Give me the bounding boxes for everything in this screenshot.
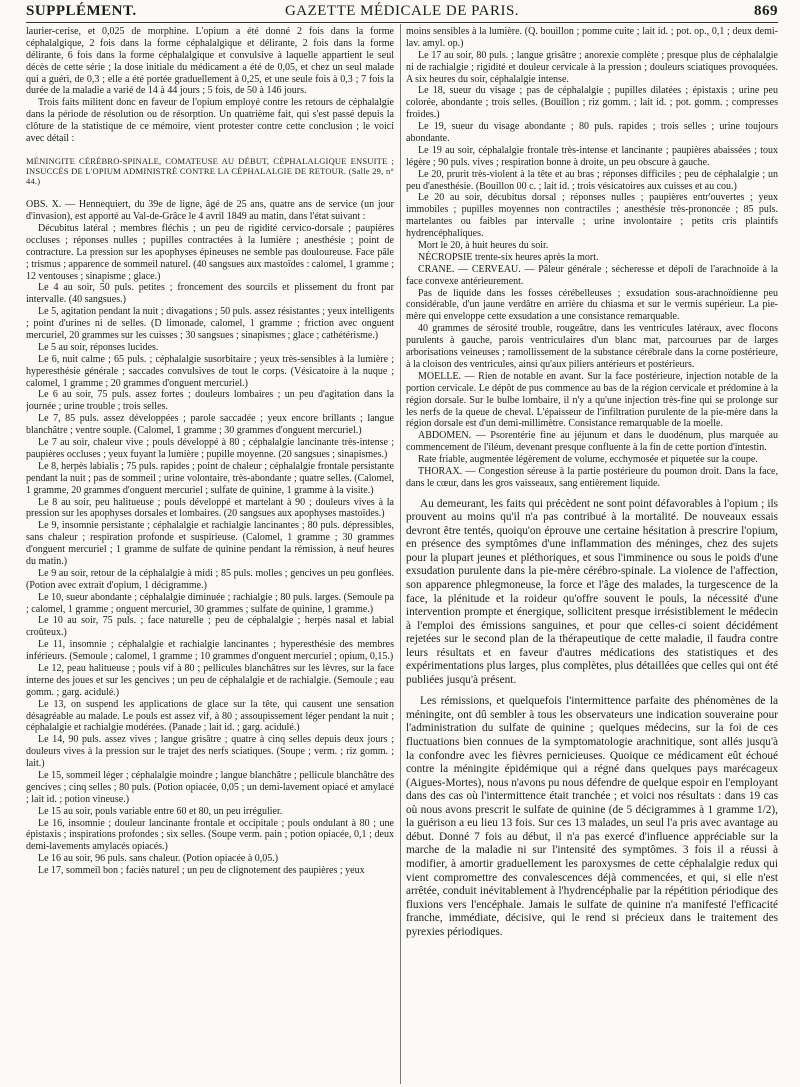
- left-column-paragraph: Le 5 au soir, réponses lucides.: [38, 341, 159, 353]
- header-journal-title: GAZETTE MÉDICALE DE PARIS.: [284, 3, 520, 19]
- header-page-number: 869: [754, 3, 778, 19]
- left-column-paragraph: Le 4 au soir, 50 puls. petites ; froncement des sourcils et plissement du front par intervalle. (40 sangsues.): [26, 282, 394, 306]
- left-column-paragraph: Le 5, agitation pendant la nuit ; divagations ; 50 puls. assez résistantes ; yeux intelligents ; point d'urines ni de selles. (D limonade, calomel, 1 gramme ; friction avec onguent mercuriel, 20 grammes sur les cuisses ; 30 sangsues ; sinapismes ; glace ; cathétérisme.): [26, 306, 394, 342]
- right-column-paragraph: Pas de liquide dans les fosses cérébelleuses ; exsudation sous-arachnoïdienne peu considérable, d'un jaune verdâtre en arrière du chiasma et sur le vermis supérieur. La pie-mère qui enveloppe cette exsudation a une consistance remarquable.: [406, 287, 778, 323]
- left-column-paragraph: Le 16 au soir, 96 puls. sans chaleur. (Potion opiacée à 0,05.): [38, 853, 279, 865]
- left-column-paragraph: Le 9 au soir, retour de la céphalalgie à midi ; 85 puls. molles ; gencives un peu gonflées. (Potion avec extrait d'opium, 1 décigramme.): [26, 567, 394, 591]
- right-column-paragraph: CRANE. — CERVEAU. — Pâleur générale ; sécheresse et dépoli de l'arachnoïde à la face convexe antérieurement.: [406, 263, 778, 287]
- left-column-paragraph: Le 12, peau halitueuse ; pouls vif à 80 ; pellicules blanchâtres sur les lèvres, sur la face interne des joues et sur les gencives ; un peu de céphalalgie et de rachialgie. (Semoule ; eau gomm. ; garg. acidulé.): [26, 662, 394, 698]
- left-column-paragraph: Le 13, on suspend les applications de glace sur la tête, qui causent une sensation désagréable au malade. Le pouls est assez vif, à 80 ; assoupissement léger pendant la nuit ; céphalalgie et rachialgie modérées. (Panade ; lait id. ; garg. acidulé.): [26, 698, 394, 734]
- left-column-paragraph: laurier-cerise, et 0,025 de morphine. L'opium a été donné 2 fois dans la forme céphalalgique, 2 fois dans la forme céphalalgique et délirante, 2 fois dans la forme délirante, 6 fois dans la forme céphalalgique et convulsive à laquelle appartient le seul décès de cette série ; la dose initiale du médicament a été de 0,05, et chez un seul malade qui a guéri, de 0,3 ; elle a été portée graduellement à 0,25, et une seule fois à 0,3 ; 7 fois la durée de la maladie a varié de 14 à 44 jours ; 5 fois, de 50 à 146 jours.: [26, 26, 394, 97]
- page-header: [26, 0, 778, 23]
- left-column-paragraph: Le 8 au soir, peu halitueuse ; pouls développé et martelant à 90 ; douleurs vives à la pression sur les apophyses dorsales et lombaires. (20 sangsues aux apophyses mastoïdes.): [26, 496, 394, 520]
- left-column-paragraph: Le 9, insomnie persistante ; céphalalgie et rachialgie lancinantes ; 80 puls. dépressibles, sans chaleur ; respiration profonde et suspirieuse. (Calomel, 1 gramme ; 30 grammes d'onguent mercuriel ; 1 gramme de sulfate de quinine pendant la rémission, à neuf heures du matin.): [26, 520, 394, 567]
- right-column-paragraph: THORAX. — Congestion séreuse à la partie postérieure du poumon droit. Dans la face, dans le cœur, dans les gros vaisseaux, sang entièrement liquide.: [406, 465, 778, 489]
- right-column-paragraph: 40 grammes de sérosité trouble, rougeâtre, dans les ventricules latéraux, avec flocons purulents à gauche, parois ventriculaires d'un blanc mat, parcourues par de larges arborisations veineuses ; ramollissement de la substance cérébrale dans la corne postérieure, à la cloison des ventricules, ainsi qu'aux piliers antérieurs et postérieurs.: [406, 323, 778, 370]
- right-column-paragraph: Le 17 au soir, 80 puls. ; langue grisâtre ; anorexie complète ; presque plus de céphalalgie ni de rachialgie ; rigidité et douleur cervicale à la pression ; douleurs sciatiques provoquées. A six heures du soir, céphalalgie intense.: [406, 49, 778, 85]
- left-column-paragraph: Le 8, herpès labialis ; 75 puls. rapides ; point de chaleur ; céphalalgie frontale persistante pendant la nuit ; pas de sommeil ; urine volontaire, très-abondante ; quatre selles. (Calomel, 1 gramme, 20 grammes d'onguent mercuriel ; sulfate de quinine, 1 gramme à la visite.): [26, 460, 394, 496]
- right-column-paragraph: Le 19, sueur du visage abondante ; 80 puls. rapides ; trois selles ; urine toujours abondante.: [406, 121, 778, 145]
- right-column: [406, 26, 778, 1084]
- right-column-paragraph: ABDOMEN. — Psorentérie fine au jéjunum et dans le duodénum, plus marquée au commencement de l'iléum, devenant presque confluente à la fin de cette portion d'intestin.: [406, 430, 778, 454]
- left-column-paragraph: MÉNINGITE CÉRÉBRO-SPINALE, COMATEUSE AU DÉBUT, CÉPHALALGIQUE ENSUITE ; INSUCCÈS DE L'OPIUM ADMINISTRÉ CONTRE LA CÉPHALALGIE DE RETOUR. (Salle 29, n° 44.): [26, 155, 394, 187]
- left-column-paragraph: Trois faits militent donc en faveur de l'opium employé contre les retours de céphalalgie dans la période de résolution ou de résorption. Un quatrième fait, qui s'est passé depuis la clôture de la statistique de ce mémoire, vient protester contre cette conclusion ; le voici avec détail :: [26, 97, 394, 145]
- left-column-paragraph: Le 6, nuit calme ; 65 puls. ; céphalalgie susorbitaire ; yeux très-sensibles à la lumière ; hyperesthésie générale ; saccades convulsives de tout le corps. (Vésicatoire à la nuque ; calomel, 1 gramme ; 20 grammes d'onguent mercuriel.): [26, 353, 394, 389]
- left-column-paragraph: Le 17, sommeil bon ; faciès naturel ; un peu de clignotement des paupières ; yeux: [38, 865, 365, 877]
- left-column-paragraph: Le 15, sommeil léger ; céphalalgie moindre ; langue blanchâtre ; pellicule blanchâtre des gencives ; cinq selles ; 80 puls. (Potion opiacée, 0,05 ; un demi-lavement opiacé et amylacé ; lait id. ; potion vineuse.): [26, 769, 394, 805]
- left-column-paragraph: Le 10, sueur abondante ; céphalalgie diminuée ; rachialgie ; 80 puls. larges. (Semoule pa ; calomel, 1 gramme ; onguent mercuriel, 30 grammes ; sulfate de quinine, 1 gramme.): [26, 591, 394, 615]
- left-column-paragraph: Le 11, insomnie ; céphalalgie et rachialgie lancinantes ; hyperesthésie des membres inférieurs. (Semoule ; calomel, 1 gramme ; 10 grammes d'onguent mercuriel ; opium, 0,15.): [26, 639, 394, 663]
- left-column-paragraph: Le 16, insomnie ; douleur lancinante frontale et occipitale ; pouls ondulant à 80 ; une épistaxis ; inspirations profondes ; six selles. (Soupe verm. pain ; potion opiacée, 0,1 ; deux demi-lavements amylacés opiacés.): [26, 817, 394, 853]
- right-column-paragraph: Le 20, prurit très-violent à la tête et au bras ; réponses difficiles ; peu de céphalalgie ; un peu d'anesthésie. (Bouillon 00 c. ; lait id. ; trois vésicatoires aux cuisses et au cou.): [406, 168, 778, 192]
- left-column: [26, 26, 394, 1084]
- right-column-paragraph: Le 19 au soir, céphalalgie frontale très-intense et lancinante ; paupières abaissées ; toux légère ; 90 puls. vives ; respiration bonne à droite, un peu obscure à gauche.: [406, 144, 778, 168]
- right-column-paragraph: Mort le 20, à huit heures du soir.: [418, 240, 549, 252]
- column-divider: [400, 24, 401, 1084]
- left-column-paragraph: Le 10 au soir, 75 puls. ; face naturelle ; peu de céphalalgie ; herpès nasal et labial croûteux.): [26, 615, 394, 639]
- left-column-paragraph: Le 7 au soir, chaleur vive ; pouls développé à 80 ; céphalalgie lancinante très-intense ; paupières occluses ; yeux fuyant la lumière ; pupille moyenne. (20 sangsues ; sinapismes.): [26, 437, 394, 460]
- left-column-paragraph: OBS. X. — Hennequiert, du 39e de ligne, âgé de 25 ans, quatre ans de service (un jour d'invasion), est apporté au Val-de-Grâce le 4 avril 1849 au matin, dans l'état suivant :: [26, 199, 394, 223]
- right-column-paragraph: Les rémissions, et quelquefois l'intermittence parfaite des phénomènes de la méningite, ont dû sembler à tous les observateurs une indication souveraine pour l'administration du sulfate de quinine ; quelques médecins, sur la foi de ces fluctuations bien connues de la symptomatologie arachnitique, sont allés jusqu'à la confondre avec les fièvres pernicieuses. Quoique ce médicament eût échoué contre la méningite épidémique qui a régné dans quelques pays marécageux (Aigues-Mortes), nous n'avons pu nous défendre de quelque espoir en l'employant dans des cas où l'intermittence était tranchée ; et voici nos résultats : dans 19 cas où nous avons prescrit le sulfate de quinine (de 5 décigrammes à 1 gramme 1/2), la guérison a eu lieu 13 fois. Sur ces 13 malades, un seul l'a pris avec avantage au début. Donné 7 fois au début, il n'a pas exercé d'influence appréciable sur la marche de la maladie ni sur l'intensité des symptômes. 3 fois il a réussi à modifier, à amortir graduellement les paroxysmes de cette céphalalgie redux qui vient compromettre des convalescences déjà commencées, et qui, si elle n'est arrêtée, conduit inévitablement à l'hydrencéphalie par la répétition périodique des fluxions vers l'encéphale. Jamais le sulfate de quinine n'a manifesté l'efficacité franche, immédiate, décisive, qui le rend si précieux dans le traitement des pyrexies périodiques.: [406, 695, 778, 938]
- right-column-paragraph: Au demeurant, les faits qui précèdent ne sont point défavorables à l'opium ; ils prouvent au moins qu'il n'a pas contribué à la mortalité. De nouveaux essais devront être tentés, quoiqu'on éprouve une certaine hésitation à prescrire l'opium, en présence des symptômes d'une inflammation des méninges, chez des sujets pour la plupart jeunes et pléthoriques, et sous l'imminence ou sous le poids d'une exsudation purulente dans la pie-mère cérébro-spinale. La violence de l'affection, son apparence phlegmoneuse, la force et l'âge des malades, la turgescence de la face, la plénitude et la roideur qu'offre souvent le pouls, la nécessité d'une intervention prompte et énergique, sollicitent presque irrésistiblement le médecin à l'emploi des émissions sanguines, et pour que celles-ci soient décidément rejetées sur le second plan de la thérapeutique de cette maladie, il faudra contre leurs résultats et en faveur d'autres médications des statistiques et des expérimentations plus larges, plus complètes, plus détaillées que celles qui ont été publiées jusqu'à présent.: [406, 497, 778, 686]
- left-column-paragraph: Le 14, 90 puls. assez vives ; langue grisâtre ; quatre à cinq selles depuis deux jours ; douleurs vives à la pression sur le trajet des nerfs sciatiques. (Soupe ; verm. ; riz gomm. ; lait.): [26, 734, 394, 770]
- left-column-paragraph: Décubitus latéral ; membres fléchis ; un peu de rigidité cervico-dorsale ; paupières occluses ; réponses nulles ; pupilles contractées à la lumière ; anesthésie ; point de contracture. La pression sur les apophyses épineuses ne semble pas douloureuse. Face pâle ; trismus ; apparence de sommeil naturel. (40 sangsues aux mastoïdes : calomel, 1 gramme ; 12 ventouses ; sinapisme ; glace.): [26, 223, 394, 282]
- right-column-paragraph: Le 18, sueur du visage ; pas de céphalalgie ; pupilles dilatées ; épistaxis ; urine peu colorée, abondante ; trois selles. (Bouillon ; riz gomm. ; lait id. ; pot. gomm. ; compresses froides.): [406, 85, 778, 121]
- right-column-paragraph: moins sensibles à la lumière. (Q. bouillon ; pomme cuite ; lait id. ; pot. op., 0,1 ; deux demi-lav. amyl. op.): [406, 26, 778, 49]
- left-column-paragraph: Le 6 au soir, 75 puls. assez fortes ; douleurs lombaires ; un peu d'agitation dans la journée ; urine trouble ; trois selles.: [26, 389, 394, 413]
- left-column-paragraph: Le 7, 85 puls. assez développées ; parole saccadée ; yeux encore brillants ; langue blanchâtre ; ventre souple. (Calomel, 1 gramme ; 30 grammes d'onguent mercuriel.): [26, 413, 394, 437]
- right-column-paragraph: Rate friable, augmentée légèrement de volume, ecchymosée et piquetée sur la coupe.: [418, 454, 758, 466]
- right-column-paragraph: NÉCROPSIE trente-six heures après la mort.: [418, 251, 599, 263]
- header-supplement: SUPPLÉMENT.: [26, 3, 137, 19]
- left-column-paragraph: Le 15 au soir, pouls variable entre 60 et 80, un peu irrégulier.: [38, 805, 283, 817]
- right-column-paragraph: Le 20 au soir, décubitus dorsal ; réponses nulles ; paupières entr'ouvertes ; yeux immobiles ; pupilles moyennes non contractiles ; anesthésie très-prononcée ; 85 puls. martelantes ou faibles par intervalle ; urine involontaire ; petits cris plaintifs hydrencéphaliques.: [406, 192, 778, 240]
- right-column-paragraph: MOELLE. — Rien de notable en avant. Sur la face postérieure, injection notable de la portion cervicale. Le dépôt de pus commence au bas de la région cervicale et prédomine à la région dorsale. Sur le bulbe lombaire, il n'y a qu'une injection très-fine qui se prolonge sur les nerfs de la queue de cheval. L'épaisseur de l'infiltration purulente de la pie-mère dans la région dorsale est d'un demi-millimètre. Consistance remarquable de la moelle.: [406, 370, 778, 430]
